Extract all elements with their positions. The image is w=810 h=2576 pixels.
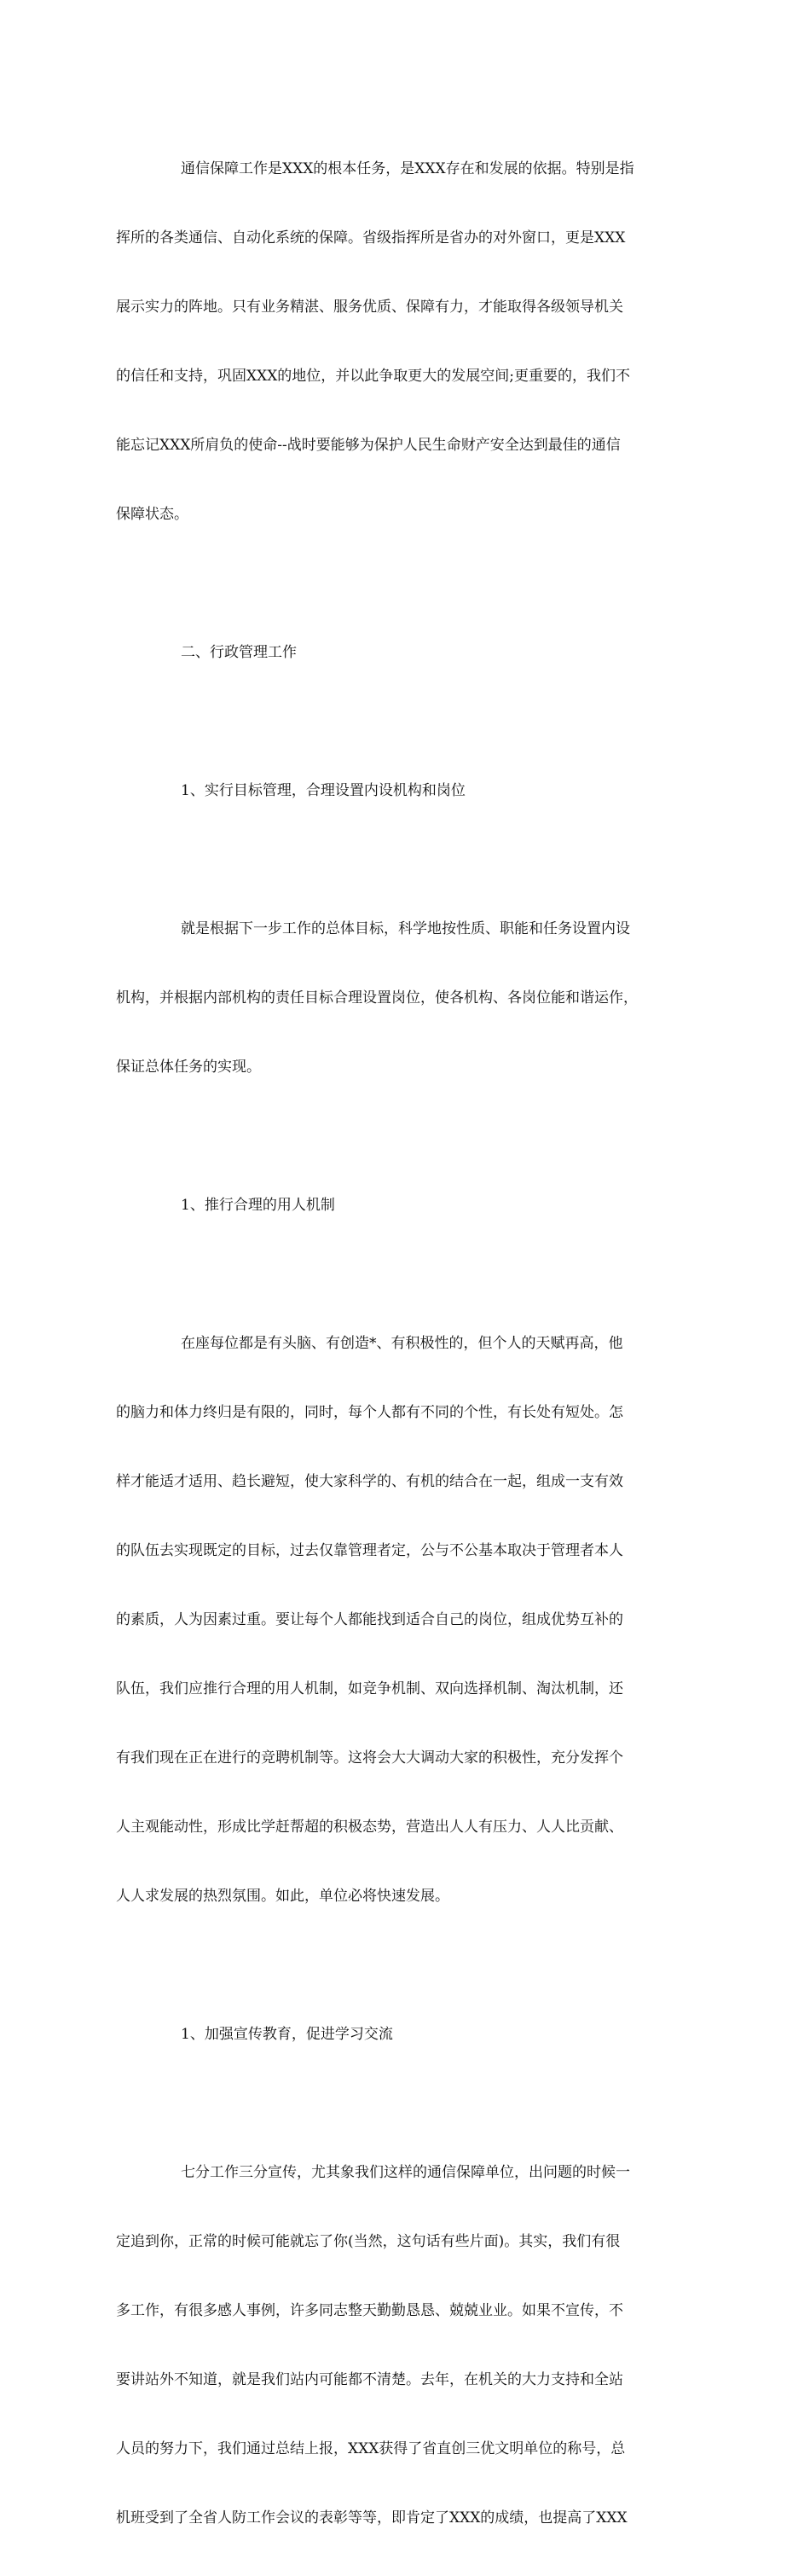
paragraph-employment-mechanism: [116, 1286, 696, 1954]
subheading-publicity-education: [116, 1977, 696, 2092]
text-line: 保障状态。: [116, 506, 188, 523]
text-line: 展示实力的阵地。只有业务精湛、服务优质、保障有力，才能取得各级领导机关: [116, 299, 623, 316]
paragraph-gap: [116, 849, 696, 872]
text-line: 的队伍去实现既定的目标，过去仅靠管理者定，公与不公基本取决于管理者本人: [116, 1542, 623, 1559]
subheading-target-management: [116, 734, 696, 849]
section-heading-admin: [116, 595, 696, 711]
paragraph-publicity-education: [116, 2115, 696, 2576]
heading-line: 二、行政管理工作: [181, 644, 297, 661]
paragraph-gap: [116, 2092, 696, 2115]
text-line: 样才能适才适用、趋长避短，使大家科学的、有机的结合在一起，组成一支有效: [116, 1473, 623, 1490]
text-line: 能忘记XXX所肩负的使命--战时要能够为保护人民生命财产安全达到最佳的通信: [116, 437, 621, 454]
text-line: 的信任和支持，巩固XXX的地位，并以此争取更大的发展空间;更重要的，我们不: [116, 368, 631, 385]
text-line: 人员的努力下，我们通过总结上报，XXX获得了省直创三优文明单位的称号，总: [116, 2440, 626, 2457]
document-body: [116, 112, 696, 2576]
heading-line: 1、加强宣传教育，促进学习交流: [181, 2026, 393, 2043]
text-line: 多工作，有很多感人事例，许多同志整天勤勤恳恳、兢兢业业。如果不宣传，不: [116, 2302, 623, 2319]
text-line: 就是根据下一步工作的总体目标，科学地按性质、职能和任务设置内设: [181, 920, 630, 937]
paragraph-gap: [116, 1125, 696, 1148]
text-line: 通信保障工作是XXX的根本任务，是XXX存在和发展的依据。特别是指: [181, 160, 634, 177]
text-line: 保证总体任务的实现。: [116, 1059, 261, 1076]
text-line: 的素质，人为因素过重。要让每个人都能找到适合自己的岗位，组成优势互补的: [116, 1611, 623, 1628]
text-line: 人人求发展的热烈氛围。如此，单位必将快速发展。: [116, 1888, 449, 1905]
text-line: 定追到你，正常的时候可能就忘了你(当然，这句话有些片面)。其实，我们有很: [116, 2233, 621, 2250]
heading-line: 1、实行目标管理，合理设置内设机构和岗位: [181, 782, 466, 799]
text-line: 七分工作三分宣传，尤其象我们这样的通信保障单位，出问题的时候一: [181, 2164, 630, 2181]
paragraph-gap: [116, 1263, 696, 1286]
paragraph-communication-guarantee: [116, 112, 696, 572]
text-line: 的脑力和体力终归是有限的，同时，每个人都有不同的个性，有长处有短处。怎: [116, 1404, 623, 1421]
heading-line: 1、推行合理的用人机制: [181, 1197, 335, 1214]
paragraph-gap: [116, 711, 696, 734]
paragraph-target-management: [116, 872, 696, 1125]
text-line: 机构，并根据内部机构的责任目标合理设置岗位，使各机构、各岗位能和谐运作，: [116, 989, 638, 1007]
text-line: 要讲站外不知道，就是我们站内可能都不清楚。去年，在机关的大力支持和全站: [116, 2371, 623, 2388]
text-line: 有我们现在正在进行的竞聘机制等。这将会大大调动大家的积极性，充分发挥个: [116, 1749, 623, 1767]
subheading-employment-mechanism: [116, 1148, 696, 1263]
paragraph-gap: [116, 572, 696, 595]
text-line: 人主观能动性，形成比学赶帮超的积极态势，营造出人人有压力、人人比贡献、: [116, 1819, 623, 1836]
text-line: 机班受到了全省人防工作会议的表彰等等，即肯定了XXX的成绩，也提高了XXX: [116, 2509, 628, 2527]
text-line: 在座每位都是有头脑、有创造*、有积极性的，但个人的天赋再高，他: [181, 1335, 623, 1352]
paragraph-gap: [116, 1954, 696, 1977]
text-line: 队伍，我们应推行合理的用人机制，如竞争机制、双向选择机制、淘汰机制，还: [116, 1680, 623, 1697]
text-line: 挥所的各类通信、自动化系统的保障。省级指挥所是省办的对外窗口，更是XXX: [116, 229, 626, 247]
